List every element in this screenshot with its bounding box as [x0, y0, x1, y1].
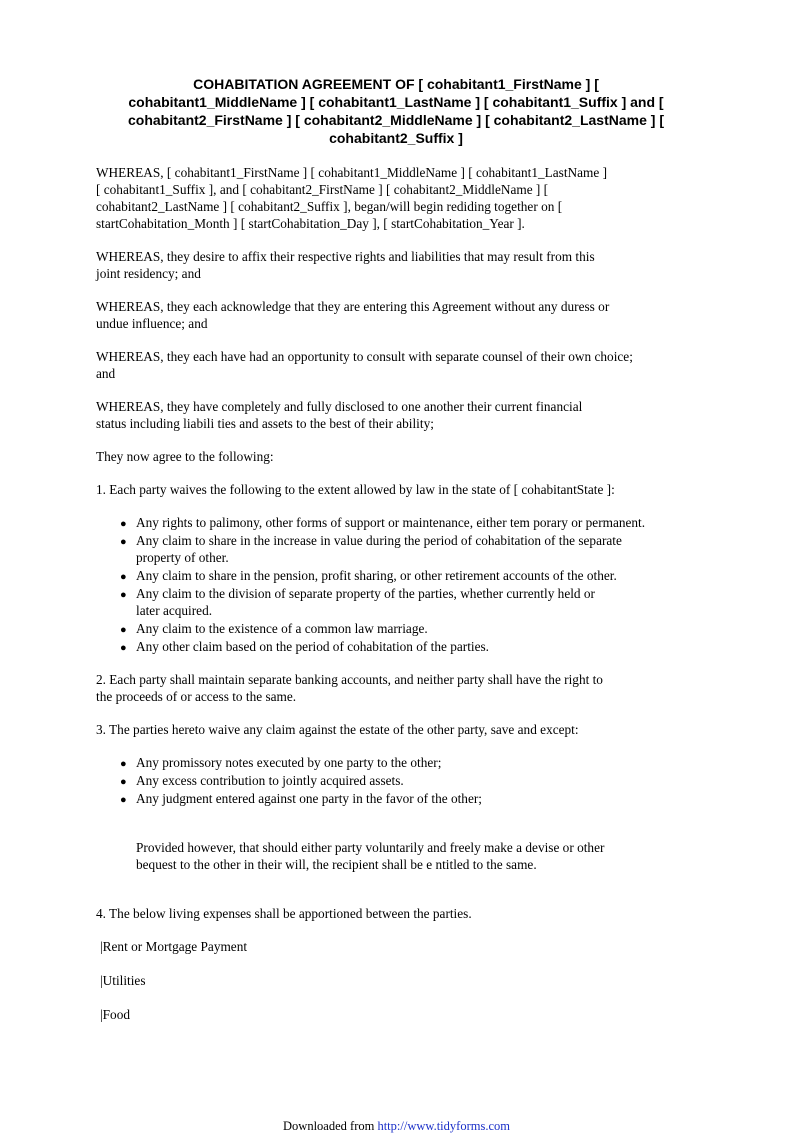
text-line: Any excess contribution to jointly acquired assets. [136, 773, 404, 788]
text-line: and [96, 366, 116, 381]
bullet-icon: ● [120, 536, 127, 548]
text-line: Any claim to share in the increase in value during the period of cohabitation of the separate [136, 533, 622, 548]
list-item [120, 772, 706, 789]
whereas-clause-counsel [96, 348, 706, 382]
text-line: WHEREAS, [ cohabitant1_FirstName ] [ cohabitant1_MiddleName ] [ cohabitant1_LastName ] [96, 165, 608, 180]
text-line: WHEREAS, they each acknowledge that they are entering this Agreement without any duress or [96, 299, 610, 314]
text-line: WHEREAS, they desire to affix their respective rights and liabilities that may result from this [96, 249, 595, 264]
bullet-icon: ● [120, 794, 127, 806]
list-item [120, 514, 706, 531]
text-line: Any claim to share in the pension, profit sharing, or other retirement accounts of the other. [136, 568, 617, 583]
bullet-icon: ● [120, 758, 127, 770]
whereas-clause-parties [96, 164, 706, 232]
expense-utilities: |Utilities [100, 973, 146, 988]
bullet-icon: ● [120, 642, 127, 654]
list-item [120, 754, 706, 771]
text-line: later acquired. [136, 603, 213, 618]
text-line: Any claim to the existence of a common law marriage. [136, 621, 428, 636]
section-3-heading [96, 721, 706, 738]
section-4-heading [96, 905, 706, 922]
whereas-clause-disclosure [96, 398, 706, 432]
list-item [120, 567, 706, 584]
list-item [120, 790, 706, 807]
text-line: WHEREAS, they each have had an opportunity to consult with separate counsel of their own choice; [96, 349, 633, 364]
document-body [96, 164, 706, 1040]
list-item [120, 638, 706, 655]
section-1-heading [96, 481, 706, 498]
whereas-clause-rights [96, 248, 706, 282]
text-line: startCohabitation_Month ] [ startCohabitation_Day ], [ startCohabitation_Year ]. [96, 216, 525, 231]
text-line: They now agree to the following: [96, 449, 274, 464]
bullet-icon: ● [120, 624, 127, 636]
page-footer [0, 1119, 793, 1133]
text-line: Provided however, that should either party voluntarily and freely make a devise or other [136, 840, 605, 855]
title-line-1: COHABITATION AGREEMENT OF [ cohabitant1_FirstName ] [ [193, 76, 599, 92]
bullet-icon: ● [120, 518, 127, 530]
text-line: 3. The parties hereto waive any claim against the estate of the other party, save and except: [96, 722, 579, 737]
title-line-2: cohabitant1_MiddleName ] [ cohabitant1_LastName ] [ cohabitant1_Suffix ] and [ [128, 94, 664, 110]
expense-rent: |Rent or Mortgage Payment [100, 939, 248, 954]
text-line: Any judgment entered against one party in the favor of the other; [136, 791, 482, 806]
text-line: WHEREAS, they have completely and fully disclosed to one another their current financial [96, 399, 583, 414]
spacer [96, 823, 706, 839]
text-line: property of other. [136, 550, 229, 565]
list-item [120, 620, 706, 637]
list-item [120, 585, 706, 619]
section-2 [96, 671, 706, 705]
text-line: bequest to the other in their will, the recipient shall be e ntitled to the same. [136, 857, 537, 872]
text-line: Any claim to the division of separate property of the parties, whether currently held or [136, 586, 595, 601]
spacer [96, 889, 706, 905]
whereas-clause-duress [96, 298, 706, 332]
text-line: joint residency; and [96, 266, 201, 281]
text-line: Any other claim based on the period of cohabitation of the parties. [136, 639, 489, 654]
text-line: status including liabili ties and assets to the best of their ability; [96, 416, 434, 431]
text-line: undue influence; and [96, 316, 208, 331]
text-line: 2. Each party shall maintain separate banking accounts, and neither party shall have the right to [96, 672, 603, 687]
section-1-list [96, 514, 706, 655]
text-line: [ cohabitant1_Suffix ], and [ cohabitant2_FirstName ] [ cohabitant2_MiddleName ] [ [96, 182, 549, 197]
document-title [96, 75, 696, 147]
text-line: 1. Each party waives the following to the extent allowed by law in the state of [ cohabitantState ]: [96, 482, 615, 497]
list-item [120, 532, 706, 566]
text-line: Any rights to palimony, other forms of support or maintenance, either tem porary or permanent. [136, 515, 646, 530]
section-3-proviso [96, 839, 706, 873]
bullet-icon: ● [120, 776, 127, 788]
footer-prefix: Downloaded from [283, 1119, 375, 1133]
text-line: 4. The below living expenses shall be apportioned between the parties. [96, 906, 472, 921]
title-line-4: cohabitant2_Suffix ] [329, 130, 463, 146]
text-line: the proceeds of or access to the same. [96, 689, 297, 704]
expense-food: |Food [100, 1007, 131, 1022]
agreement-intro [96, 448, 706, 465]
section-3-list [96, 754, 706, 807]
bullet-icon: ● [120, 589, 127, 601]
footer-link[interactable]: http://www.tidyforms.com [377, 1119, 510, 1133]
title-line-3: cohabitant2_FirstName ] [ cohabitant2_MiddleName ] [ cohabitant2_LastName ] [ [128, 112, 664, 128]
text-line: cohabitant2_LastName ] [ cohabitant2_Suffix ], began/will begin rediding together on [ [96, 199, 563, 214]
bullet-icon: ● [120, 571, 127, 583]
text-line: Any promissory notes executed by one party to the other; [136, 755, 442, 770]
